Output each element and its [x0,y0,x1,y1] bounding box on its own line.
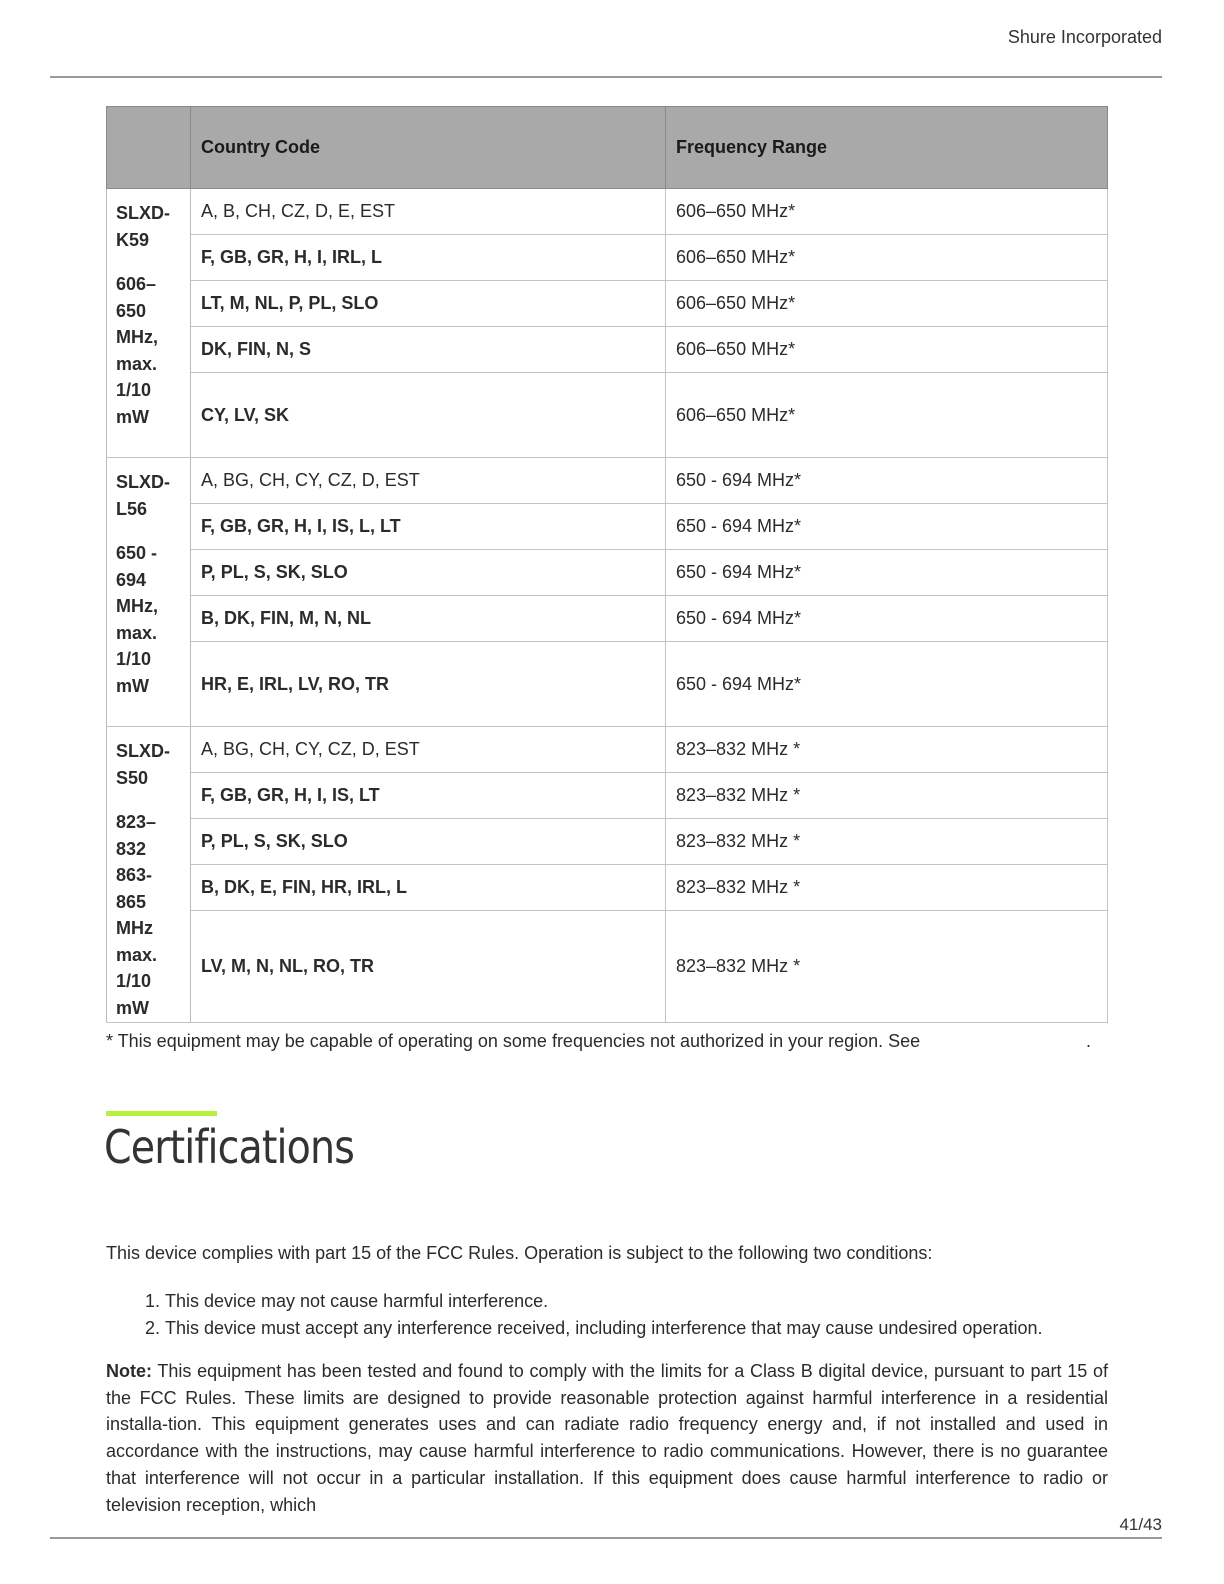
country-code-cell: LV, M, N, NL, RO, TR [191,911,666,1023]
footnote-end: . [1086,1031,1092,1051]
note-text: This equipment has been tested and found to comply with the limits for a Class B digital device, pursuant to part 15 of the FCC Rules. These limits are designed to provide reasonable protection against harmful interference in a residential installa-tion. This equipment generates uses and can radiate radio frequency energy and, if not installed and used in accordance with the instructions, may cause harmful interference to radio communications. However, there is no guarantee that interference will not occur in a particular installation. If this equipment does cause harmful interference to radio or television reception, which [106,1361,1108,1515]
table-row [107,189,1108,235]
conditions-list [106,1288,1042,1342]
country-code-cell: CY, LV, SK [191,373,666,458]
table-row [107,235,1108,281]
frequency-cell: 606–650 MHz* [666,281,1108,327]
table-row [107,911,1108,1023]
frequency-cell: 650 - 694 MHz* [666,458,1108,504]
group-model-name: SLXD-L56 [116,472,170,519]
table-header-frequency-range: Frequency Range [666,107,1108,189]
country-code-cell: A, BG, CH, CY, CZ, D, EST [191,727,666,773]
group-label-cell [107,727,191,1023]
country-code-cell: P, PL, S, SK, SLO [191,819,666,865]
country-code-cell: F, GB, GR, H, I, IS, LT [191,773,666,819]
frequency-cell: 823–832 MHz * [666,911,1108,1023]
table-header-model [107,107,191,189]
table-row [107,504,1108,550]
table-row [107,773,1108,819]
country-code-cell: LT, M, NL, P, PL, SLO [191,281,666,327]
country-code-cell: B, DK, FIN, M, N, NL [191,596,666,642]
list-item: 1. This device may not cause harmful interference. [165,1288,1042,1315]
group-range-spec: 823–832 863-865 MHz max. 1/10 mW [116,812,158,1018]
frequency-cell: 606–650 MHz* [666,373,1108,458]
group-range-spec: 606–650 MHz, max. 1/10 mW [116,274,158,427]
country-code-cell: A, BG, CH, CY, CZ, D, EST [191,458,666,504]
table-row [107,373,1108,458]
country-code-cell: B, DK, E, FIN, HR, IRL, L [191,865,666,911]
note-label: Note: [106,1361,152,1381]
frequency-cell: 650 - 694 MHz* [666,504,1108,550]
country-code-cell: A, B, CH, CZ, D, E, EST [191,189,666,235]
page-number: 41/43 [1119,1515,1162,1534]
table-row [107,642,1108,727]
header-divider [50,76,1162,78]
section-title: Certifications [104,1120,354,1174]
table-header-row [107,107,1108,189]
frequency-cell: 823–832 MHz * [666,727,1108,773]
country-code-cell: F, GB, GR, H, I, IRL, L [191,235,666,281]
table-row [107,727,1108,773]
table-row [107,819,1108,865]
footnote-text: * This equipment may be capable of operating on some frequencies not authorized in your region. See [106,1031,921,1051]
table-row [107,327,1108,373]
fcc-note [106,1358,1108,1518]
group-label-cell [107,458,191,727]
group-model-name: SLXD-K59 [116,203,170,250]
table-row [107,596,1108,642]
group-range-spec: 650 - 694 MHz, max. 1/10 mW [116,543,158,696]
frequency-table [106,106,1108,1023]
frequency-cell: 823–832 MHz * [666,773,1108,819]
table-row [107,458,1108,504]
frequency-cell: 606–650 MHz* [666,189,1108,235]
header-company-name: Shure Incorporated [1007,27,1162,47]
table-footnote [106,1031,1092,1052]
country-code-cell: DK, FIN, N, S [191,327,666,373]
frequency-cell: 606–650 MHz* [666,327,1108,373]
frequency-cell: 606–650 MHz* [666,235,1108,281]
table-row [107,550,1108,596]
list-item: 2. This device must accept any interference received, including interference that may cause undesired operation. [165,1315,1042,1342]
frequency-cell: 823–832 MHz * [666,819,1108,865]
section-accent-bar [106,1111,217,1116]
table-row [107,281,1108,327]
footer-divider [50,1537,1162,1539]
group-label-cell [107,189,191,458]
table-row [107,865,1108,911]
table-header-country-code: Country Code [191,107,666,189]
frequency-cell: 650 - 694 MHz* [666,596,1108,642]
country-code-cell: HR, E, IRL, LV, RO, TR [191,642,666,727]
country-code-cell: F, GB, GR, H, I, IS, L, LT [191,504,666,550]
fcc-intro: This device complies with part 15 of the FCC Rules. Operation is subject to the following two conditions: [106,1243,933,1263]
frequency-cell: 650 - 694 MHz* [666,550,1108,596]
frequency-cell: 650 - 694 MHz* [666,642,1108,727]
group-model-name: SLXD-S50 [116,741,170,788]
country-code-cell: P, PL, S, SK, SLO [191,550,666,596]
frequency-cell: 823–832 MHz * [666,865,1108,911]
